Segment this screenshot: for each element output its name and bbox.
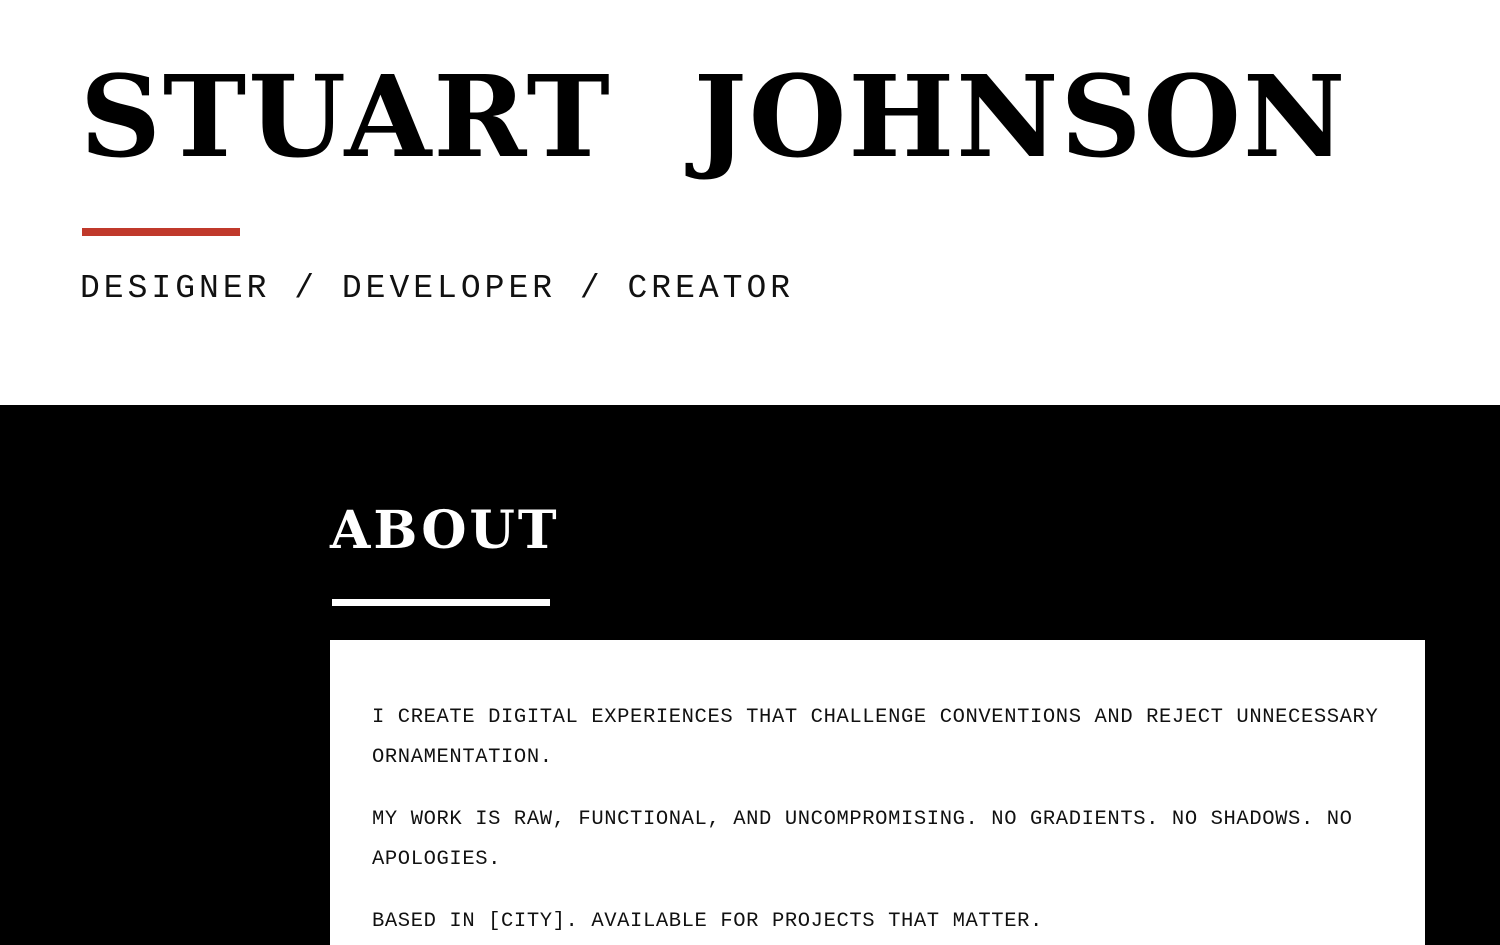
hero-tagline: DESIGNER / DEVELOPER / CREATOR bbox=[80, 270, 795, 308]
hero-section bbox=[0, 0, 1500, 405]
about-section bbox=[0, 405, 1500, 945]
about-paragraph: I CREATE DIGITAL EXPERIENCES THAT CHALLENGE CONVENTIONS AND REJECT UNNECESSARY ORNAMENTATION. bbox=[372, 706, 1379, 769]
about-header bbox=[0, 405, 1500, 606]
about-underline bbox=[332, 599, 550, 606]
about-heading: ABOUT bbox=[330, 500, 560, 561]
page-title: STUART JOHNSON bbox=[80, 52, 1348, 183]
about-paragraph: MY WORK IS RAW, FUNCTIONAL, AND UNCOMPROMISING. NO GRADIENTS. NO SHADOWS. NO APOLOGIES. bbox=[372, 807, 1353, 871]
about-card bbox=[330, 640, 1425, 945]
about-paragraph: BASED IN [CITY]. AVAILABLE FOR PROJECTS THAT MATTER. bbox=[372, 909, 1043, 933]
accent-divider bbox=[82, 228, 240, 236]
